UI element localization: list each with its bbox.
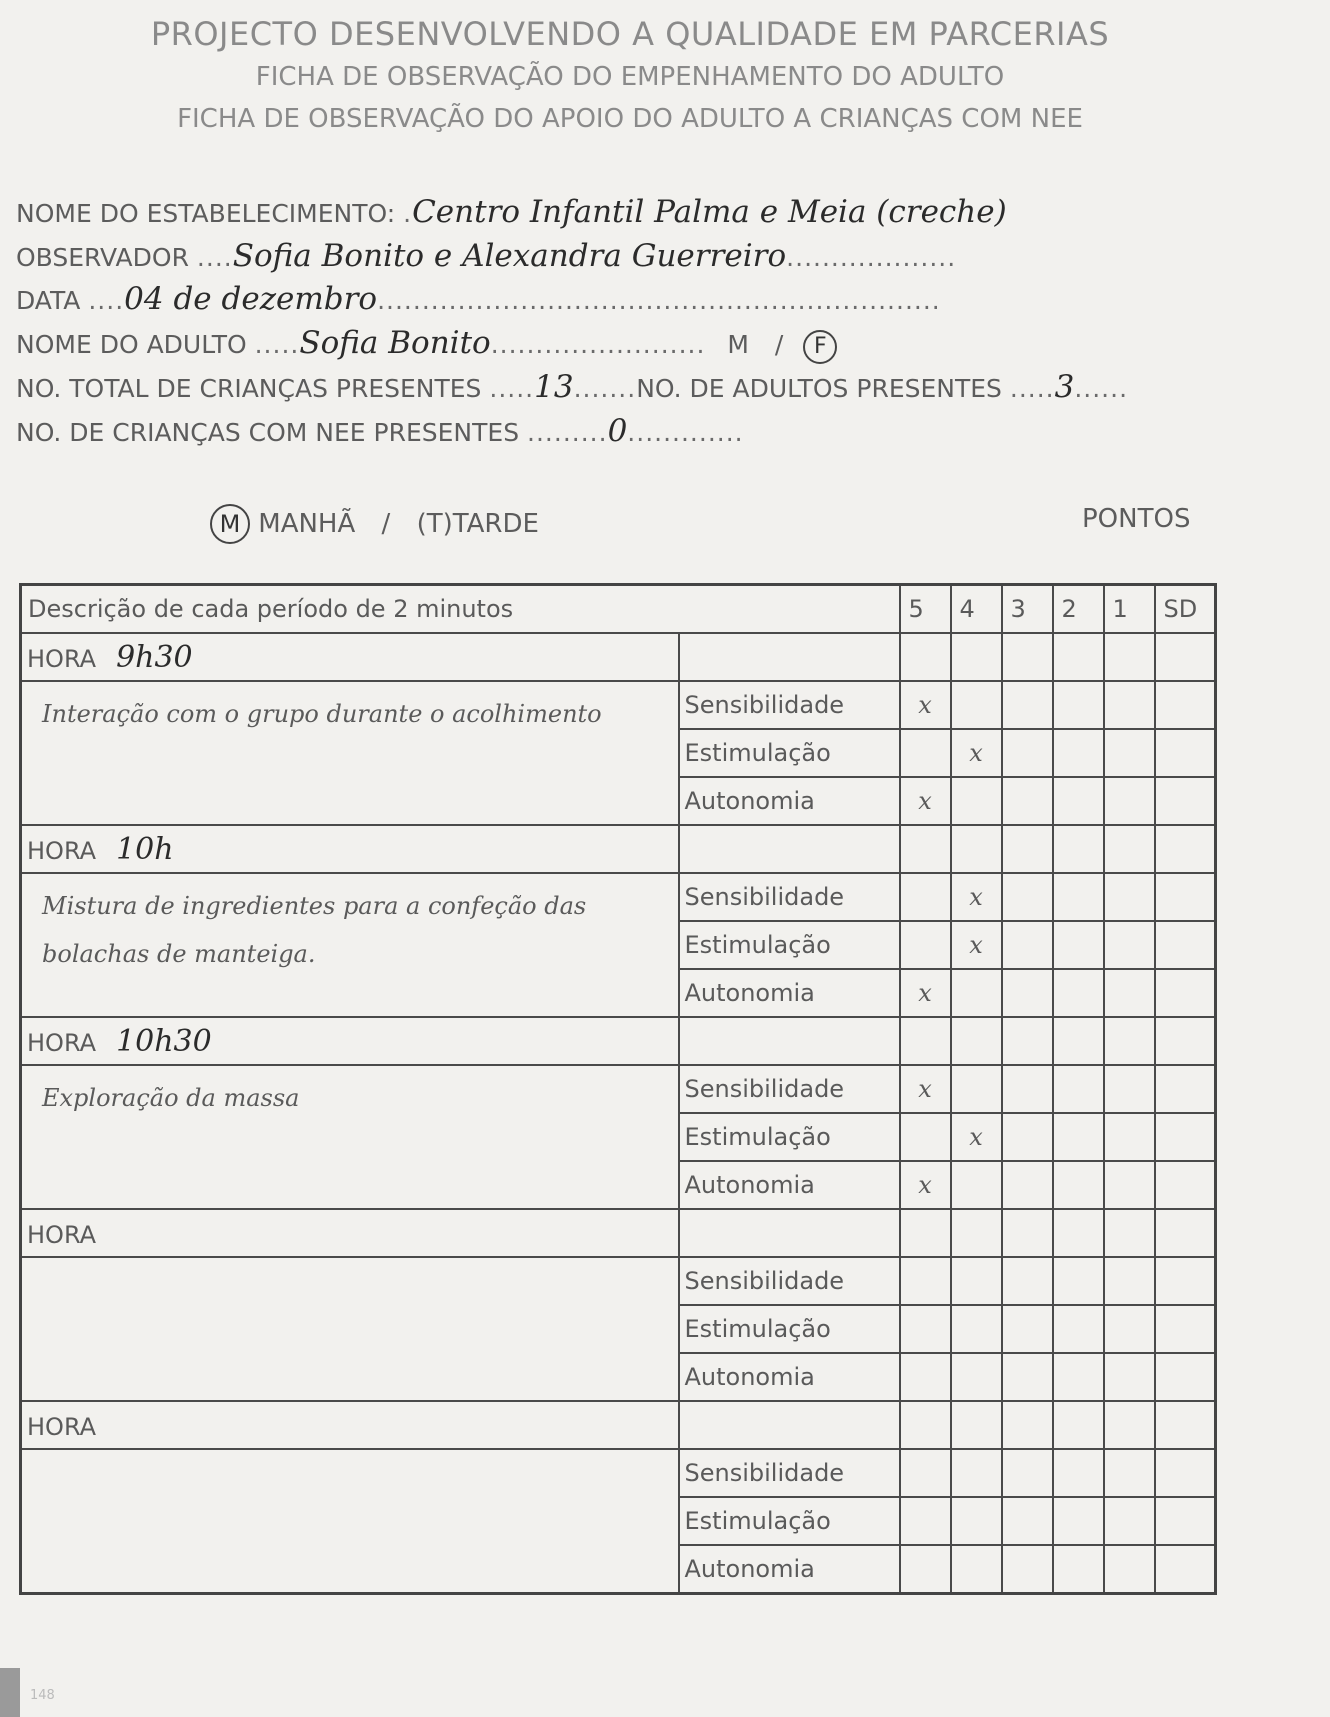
score-cell <box>1104 969 1155 1017</box>
score-cell <box>1155 729 1216 777</box>
score-cell <box>1002 1545 1053 1594</box>
score-header: 4 <box>951 585 1002 634</box>
value-nee: 0 <box>607 413 628 449</box>
manha-label: MANHÃ <box>258 509 356 539</box>
dimension-row <box>21 1257 1216 1305</box>
empty-cell <box>951 1017 1002 1065</box>
empty-cell <box>1104 1209 1155 1257</box>
score-cell <box>1104 729 1155 777</box>
empty-cell <box>900 825 951 873</box>
score-cell <box>1155 1449 1216 1497</box>
hora-label: HORA <box>27 1028 97 1057</box>
score-cell <box>1104 1449 1155 1497</box>
empty-cell <box>1104 825 1155 873</box>
shift-selector <box>210 504 539 544</box>
field-totals: NO. TOTAL DE CRIANÇAS PRESENTES .....13.......NO. DE ADULTOS PRESENTES .....3...... <box>16 369 1129 405</box>
hora-row <box>21 825 1216 873</box>
hora-label: HORA <box>27 644 97 673</box>
score-cell <box>900 921 951 969</box>
empty-cell <box>679 825 900 873</box>
score-cell <box>1053 1305 1104 1353</box>
dimension-label: Autonomia <box>679 1353 900 1401</box>
score-cell <box>1053 1065 1104 1113</box>
score-cell <box>1155 1353 1216 1401</box>
score-cell <box>1104 1353 1155 1401</box>
score-cell <box>900 729 951 777</box>
sex-sep: / <box>774 330 784 359</box>
score-cell <box>1155 1161 1216 1209</box>
score-cell <box>1155 1545 1216 1594</box>
score-cell <box>1155 1305 1216 1353</box>
field-data: DATA ....04 de dezembro............................................................... <box>16 281 941 317</box>
score-cell <box>1104 921 1155 969</box>
score-cell <box>900 1545 951 1594</box>
score-cell <box>1104 1065 1155 1113</box>
sex-f-circled: F <box>803 330 837 364</box>
desc-header: Descrição de cada período de 2 minutos <box>21 585 900 634</box>
hora-label: HORA <box>27 1220 97 1249</box>
score-cell <box>1104 1497 1155 1545</box>
empty-cell <box>900 633 951 681</box>
empty-cell <box>679 1401 900 1449</box>
hora-row <box>21 1017 1216 1065</box>
label-estabelecimento: NOME DO ESTABELECIMENTO: <box>16 199 396 228</box>
dimension-label: Autonomia <box>679 777 900 825</box>
empty-cell <box>1104 633 1155 681</box>
page-edge-bar <box>0 1668 20 1717</box>
score-cell <box>1053 681 1104 729</box>
score-cell <box>1002 777 1053 825</box>
sex-m: M <box>727 330 749 359</box>
score-cell <box>1002 1113 1053 1161</box>
empty-cell <box>1155 633 1216 681</box>
score-cell <box>1002 873 1053 921</box>
empty-cell <box>1002 633 1053 681</box>
score-cell <box>900 1353 951 1401</box>
score-cell <box>1002 1065 1053 1113</box>
value-total-criancas: 13 <box>534 369 574 405</box>
score-cell <box>1104 1113 1155 1161</box>
empty-cell <box>1104 1017 1155 1065</box>
empty-cell <box>1053 1401 1104 1449</box>
score-cell <box>1053 729 1104 777</box>
empty-cell <box>951 1401 1002 1449</box>
hora-value: 10h30 <box>116 1023 212 1059</box>
score-cell <box>1002 1449 1053 1497</box>
hora-cell <box>21 633 679 681</box>
empty-cell <box>1002 1401 1053 1449</box>
score-cell <box>1002 729 1053 777</box>
hora-label: HORA <box>27 836 97 865</box>
score-cell <box>900 1113 951 1161</box>
score-cell <box>1053 777 1104 825</box>
hora-row <box>21 1401 1216 1449</box>
score-header: SD <box>1155 585 1216 634</box>
score-cell <box>951 1353 1002 1401</box>
score-cell <box>900 1449 951 1497</box>
hora-label: HORA <box>27 1412 97 1441</box>
value-adulto: Sofia Bonito <box>299 325 491 361</box>
score-header: 1 <box>1104 585 1155 634</box>
hora-cell <box>21 1401 679 1449</box>
dimension-label: Estimulação <box>679 1305 900 1353</box>
value-observador: Sofia Bonito e Alexandra Guerreiro <box>232 238 787 274</box>
dimension-row <box>21 681 1216 729</box>
empty-cell <box>1053 825 1104 873</box>
observation-table <box>19 583 1217 1595</box>
empty-cell <box>1155 1017 1216 1065</box>
hora-row <box>21 633 1216 681</box>
dimension-label: Sensibilidade <box>679 681 900 729</box>
empty-cell <box>1002 825 1053 873</box>
empty-cell <box>1104 1401 1155 1449</box>
score-cell <box>1104 1545 1155 1594</box>
score-cell <box>1002 1257 1053 1305</box>
score-mark: x <box>900 777 951 825</box>
empty-cell <box>951 825 1002 873</box>
hora-value: 10h <box>116 831 174 867</box>
dimension-label: Autonomia <box>679 969 900 1017</box>
score-cell <box>951 1257 1002 1305</box>
score-mark: x <box>900 1161 951 1209</box>
empty-cell <box>951 1209 1002 1257</box>
value-adultos: 3 <box>1054 369 1075 405</box>
score-mark: x <box>951 921 1002 969</box>
dimension-label: Estimulação <box>679 1113 900 1161</box>
score-cell <box>951 1545 1002 1594</box>
description-cell <box>21 1257 679 1401</box>
field-estabelecimento: NOME DO ESTABELECIMENTO: .Centro Infantil Palma e Meia (creche) <box>16 194 1007 230</box>
empty-cell <box>1002 1017 1053 1065</box>
score-cell <box>1053 1497 1104 1545</box>
score-mark: x <box>900 969 951 1017</box>
empty-cell <box>679 1017 900 1065</box>
dimension-label: Autonomia <box>679 1545 900 1594</box>
score-cell <box>1155 1497 1216 1545</box>
score-cell <box>1155 777 1216 825</box>
score-cell <box>951 1305 1002 1353</box>
empty-cell <box>900 1017 951 1065</box>
score-cell <box>1104 873 1155 921</box>
score-cell <box>1104 1161 1155 1209</box>
score-cell <box>1053 1545 1104 1594</box>
score-cell <box>1002 921 1053 969</box>
header <box>0 12 1330 140</box>
score-mark: x <box>900 1065 951 1113</box>
score-cell <box>1053 1161 1104 1209</box>
manha-circled: M <box>210 504 250 544</box>
value-data: 04 de dezembro <box>124 281 378 317</box>
empty-cell <box>1155 1401 1216 1449</box>
score-mark: x <box>951 729 1002 777</box>
score-cell <box>951 1449 1002 1497</box>
empty-cell <box>900 1401 951 1449</box>
hora-cell <box>21 1209 679 1257</box>
score-cell <box>1053 1113 1104 1161</box>
hora-cell <box>21 825 679 873</box>
score-cell <box>1002 969 1053 1017</box>
score-cell <box>900 1257 951 1305</box>
empty-cell <box>679 1209 900 1257</box>
empty-cell <box>951 633 1002 681</box>
score-header: 5 <box>900 585 951 634</box>
dimension-row <box>21 873 1216 921</box>
score-cell <box>951 681 1002 729</box>
dimension-label: Autonomia <box>679 1161 900 1209</box>
score-cell <box>1155 921 1216 969</box>
score-cell <box>1053 873 1104 921</box>
score-header: 2 <box>1053 585 1104 634</box>
score-mark: x <box>951 873 1002 921</box>
form-subtitle-1: FICHA DE OBSERVAÇÃO DO EMPENHAMENTO DO ADULTO <box>255 62 1005 92</box>
score-cell <box>1053 921 1104 969</box>
dimension-label: Sensibilidade <box>679 1257 900 1305</box>
label-adulto: NOME DO ADULTO <box>16 330 247 359</box>
description-cell <box>21 1449 679 1594</box>
score-cell <box>900 1305 951 1353</box>
label-total-criancas: NO. TOTAL DE CRIANÇAS PRESENTES <box>16 374 482 403</box>
description-cell: Mistura de ingredientes para a confeção das bolachas de manteiga. <box>21 873 679 1017</box>
hora-cell <box>21 1017 679 1065</box>
value-estabelecimento: Centro Infantil Palma e Meia (creche) <box>412 194 1007 230</box>
field-nee: NO. DE CRIANÇAS COM NEE PRESENTES .........0............. <box>16 413 744 449</box>
score-cell <box>1155 1113 1216 1161</box>
score-cell <box>900 873 951 921</box>
score-cell <box>1053 969 1104 1017</box>
score-cell <box>1155 1257 1216 1305</box>
label-adultos: NO. DE ADULTOS PRESENTES <box>636 374 1002 403</box>
form-title: PROJECTO DESENVOLVENDO A QUALIDADE EM PARCERIAS <box>150 15 1110 53</box>
score-mark: x <box>951 1113 1002 1161</box>
empty-cell <box>1002 1209 1053 1257</box>
description-cell: Exploração da massa <box>21 1065 679 1209</box>
empty-cell <box>900 1209 951 1257</box>
empty-cell <box>1155 825 1216 873</box>
dimension-label: Sensibilidade <box>679 1065 900 1113</box>
label-nee: NO. DE CRIANÇAS COM NEE PRESENTES <box>16 418 520 447</box>
score-cell <box>1053 1353 1104 1401</box>
score-cell <box>1002 681 1053 729</box>
dimension-label: Estimulação <box>679 921 900 969</box>
score-cell <box>951 1065 1002 1113</box>
description-cell: Interação com o grupo durante o acolhimento <box>21 681 679 825</box>
form-subtitle-2: FICHA DE OBSERVAÇÃO DO APOIO DO ADULTO A CRIANÇAS COM NEE <box>177 104 1083 134</box>
score-cell <box>1104 681 1155 729</box>
empty-cell <box>679 633 900 681</box>
page-number: 148 <box>30 1688 55 1703</box>
score-cell <box>951 1161 1002 1209</box>
score-cell <box>1155 969 1216 1017</box>
field-observador: OBSERVADOR ....Sofia Bonito e Alexandra Guerreiro................... <box>16 238 957 274</box>
score-cell <box>1104 1305 1155 1353</box>
hora-value: 9h30 <box>116 639 193 675</box>
score-cell <box>1155 873 1216 921</box>
shift-sep: / <box>381 509 391 539</box>
score-mark: x <box>900 681 951 729</box>
score-cell <box>1002 1305 1053 1353</box>
score-cell <box>1053 1449 1104 1497</box>
score-cell <box>1002 1353 1053 1401</box>
score-cell <box>1104 777 1155 825</box>
dimension-label: Sensibilidade <box>679 873 900 921</box>
pontos-label: PONTOS <box>1082 504 1191 534</box>
empty-cell <box>1053 1017 1104 1065</box>
dimension-row <box>21 1065 1216 1113</box>
dimension-label: Estimulação <box>679 1497 900 1545</box>
label-data: DATA <box>16 286 81 315</box>
score-cell <box>1104 1257 1155 1305</box>
header-row <box>21 585 1216 634</box>
label-observador: OBSERVADOR <box>16 243 189 272</box>
score-header: 3 <box>1002 585 1053 634</box>
score-cell <box>1053 1257 1104 1305</box>
empty-cell <box>1155 1209 1216 1257</box>
dimension-row <box>21 1449 1216 1497</box>
hora-row <box>21 1209 1216 1257</box>
score-cell <box>1002 1497 1053 1545</box>
score-cell <box>951 777 1002 825</box>
score-cell <box>1002 1161 1053 1209</box>
score-cell <box>951 969 1002 1017</box>
score-cell <box>900 1497 951 1545</box>
tarde-label: (T)TARDE <box>416 509 539 539</box>
score-cell <box>1155 681 1216 729</box>
empty-cell <box>1053 633 1104 681</box>
score-cell <box>951 1497 1002 1545</box>
dimension-label: Sensibilidade <box>679 1449 900 1497</box>
score-cell <box>1155 1065 1216 1113</box>
dimension-label: Estimulação <box>679 729 900 777</box>
empty-cell <box>1053 1209 1104 1257</box>
field-adulto: NOME DO ADULTO .....Sofia Bonito........................ M / F <box>16 327 837 364</box>
